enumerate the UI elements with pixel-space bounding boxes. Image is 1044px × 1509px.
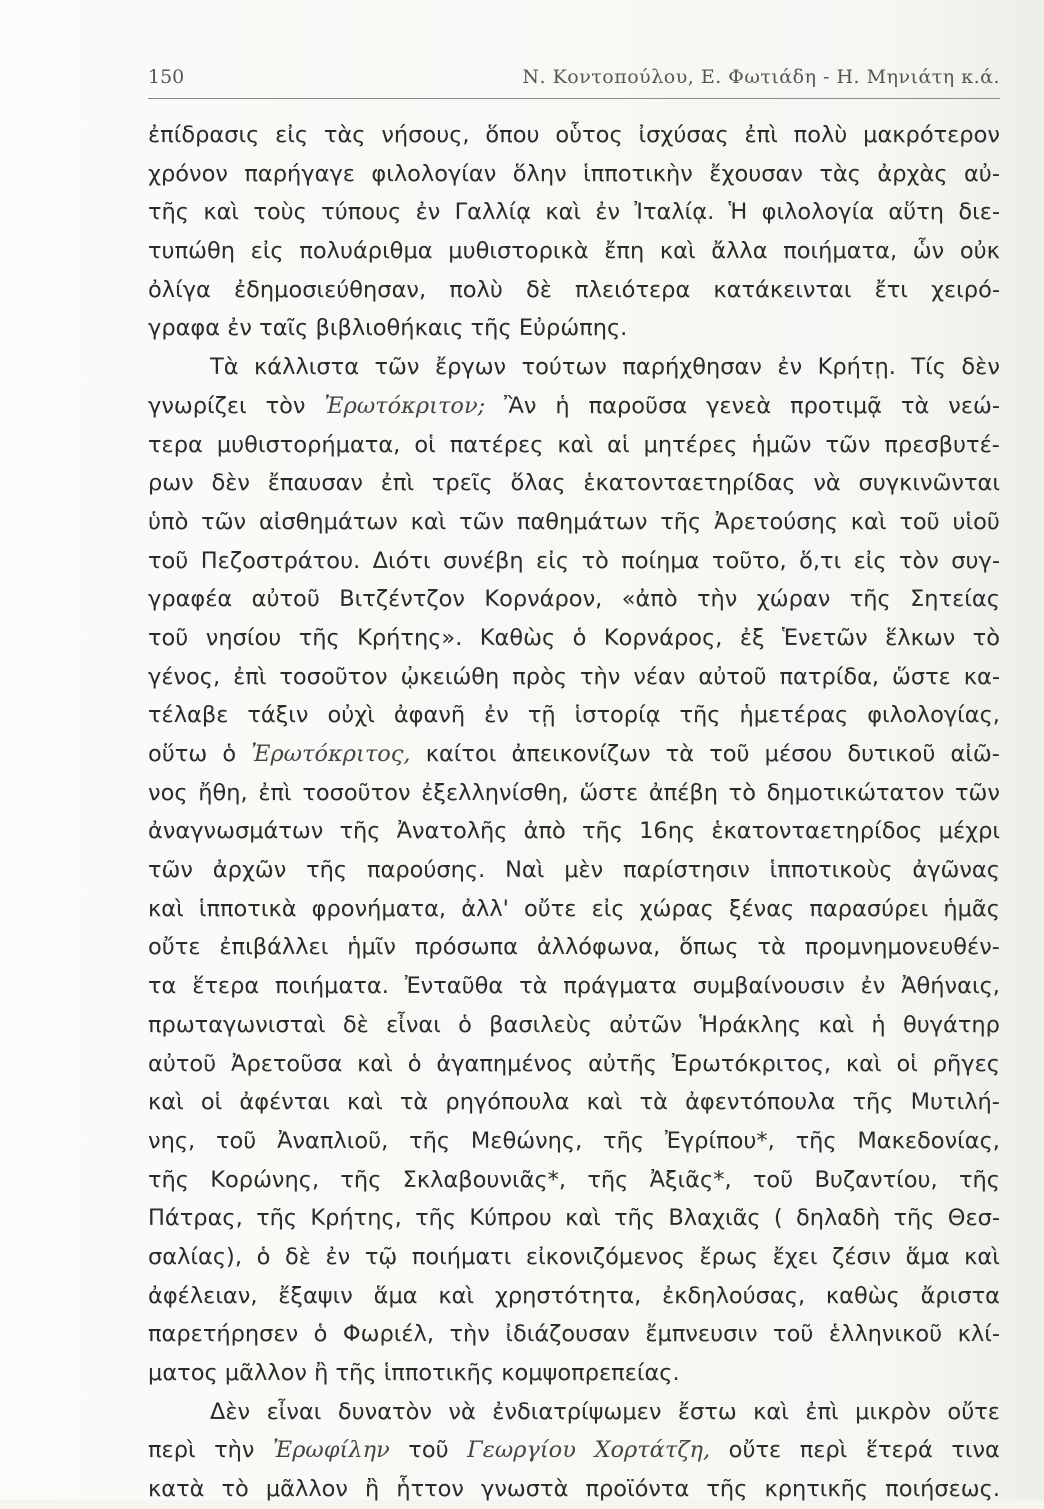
text-line: γνωρίζει τὸν Ἐρωτόκριτον; Ἂν ἡ παροῦσα γενεὰ προτιμᾷ τὰ νεώ- <box>148 392 1000 419</box>
text-line: τερα μυθιστορήματα, οἱ πατέρες καὶ αἱ μητέρες ἡμῶν τῶν πρεσβυτέ- <box>148 431 1000 458</box>
text-line: Πάτρας, τῆς Κρήτης, τῆς Κύπρου καὶ τῆς Βλαχιᾶς ( δηλαδὴ τῆς Θεσ- <box>148 1205 1000 1232</box>
text-line: παρετήρησεν ὁ Φωριέλ, τὴν ἰδιάζουσαν ἔμπνευσιν τοῦ ἑλληνικοῦ κλί- <box>148 1321 1000 1348</box>
text-line: πρωταγωνισταὶ δὲ εἶναι ὁ βασιλεὺς αὐτῶν Ἡράκλης καὶ ἡ θυγάτηρ <box>148 1011 1000 1038</box>
text-line: ὀλίγα ἐδημοσιεύθησαν, πολὺ δὲ πλειότερα κατάκεινται ἔτι χειρό- <box>148 276 1000 303</box>
text-line: τῆς Κορώνης, τῆς Σκλαβουνιᾶς*, τῆς Ἀξιᾶς*, τοῦ Βυζαντίου, τῆς <box>148 1166 1000 1193</box>
text-line: νος ἤθη, ἐπὶ τοσοῦτον ἐξελληνίσθη, ὥστε ἀπέβη τὸ δημοτικώτατον τῶν <box>148 779 1000 806</box>
text-line: Τὰ κάλλιστα τῶν ἔργων τούτων παρήχθησαν ἐν Κρήτῃ. Τίς δὲν <box>210 354 1000 381</box>
text-line: ὑπὸ τῶν αἰσθημάτων καὶ τῶν παθημάτων τῆς Ἀρετούσης καὶ τοῦ υἱοῦ <box>148 508 1000 535</box>
text-line: κατὰ τὸ μᾶλλον ἢ ἧττον γνωστὰ προϊόντα τῆς κρητικῆς ποιήσεως. <box>148 1476 1000 1503</box>
text-line: σαλίας), ὁ δὲ ἐν τῷ ποιήματι εἰκονιζόμενος ἔρως ἔχει ζέσιν ἅμα καὶ <box>148 1243 1000 1270</box>
text-line: οὔτε ἐπιβάλλει ἡμῖν πρόσωπα ἀλλόφωνα, ὅπως τὰ προμνημονευθέν- <box>148 934 1000 961</box>
text-line: γραφα ἐν ταῖς βιβλιοθήκαις τῆς Εὐρώπης. <box>148 315 628 342</box>
text-line: τυπώθη εἰς πολυάριθμα μυθιστορικὰ ἔπη καὶ ἄλλα ποιήματα, ὧν οὐκ <box>148 238 1000 265</box>
text-line: περὶ τὴν Ἐρωφίλην τοῦ Γεωργίου Χορτάτζη, οὔτε περὶ ἕτερά τινα <box>148 1437 1000 1464</box>
text-line: χρόνον παρήγαγε φιλολογίαν ὅλην ἱπποτικὴν ἔχουσαν τὰς ἀρχὰς αὐ- <box>148 160 1000 187</box>
text-line: ματος μᾶλλον ἢ τῆς ἱπποτικῆς κομψοπρεπείας. <box>148 1360 680 1386</box>
text-line: Δὲν εἶναι δυνατὸν νὰ ἐνδιατρίψωμεν ἔστω καὶ ἐπὶ μικρὸν οὔτε <box>210 1398 1000 1425</box>
text-line: τα ἕτερα ποιήματα. Ἐνταῦθα τὰ πράγματα συμβαίνουσιν ἐν Ἀθήναις, <box>148 973 1000 1000</box>
text-line: γραφέα αὐτοῦ Βιτζέντζον Κορνάρον, «ἀπὸ τὴν χώραν τῆς Σητείας <box>148 586 1000 613</box>
body-text <box>148 116 1000 1509</box>
running-head-authors: Ν. Κοντοπούλου, Ε. Φωτιάδη - Η. Μηνιάτη κ.ά. <box>522 66 1000 88</box>
text-line: ἀναγνωσμάτων τῆς Ἀνατολῆς ἀπὸ τῆς 16ης ἑκατονταετηρίδος μέχρι <box>148 818 1000 845</box>
text-line: αὐτοῦ Ἀρετοῦσα καὶ ὁ ἀγαπημένος αὐτῆς Ἐρωτόκριτος, καὶ οἱ ρῆγες <box>148 1050 1000 1077</box>
text-line: οὕτω ὁ Ἐρωτόκριτος, καίτοι ἀπεικονίζων τὰ τοῦ μέσου δυτικοῦ αἰῶ- <box>148 741 1000 767</box>
text-line: καὶ οἱ ἀφένται καὶ τὰ ρηγόπουλα καὶ τὰ ἀφεντόπουλα τῆς Μυτιλή- <box>148 1089 1000 1116</box>
page-number: 150 <box>148 66 185 88</box>
text-line: γένος, ἐπὶ τοσοῦτον ᾠκειώθη πρὸς τὴν νέαν αὐτοῦ πατρίδα, ὥστε κα- <box>148 663 1000 690</box>
text-line: καὶ ἱπποτικὰ φρονήματα, ἀλλ' οὔτε εἰς χώρας ξένας παρασύρει ἡμᾶς <box>148 895 1000 922</box>
text-line: τοῦ νησίου τῆς Κρήτης». Καθὼς ὁ Κορνάρος, ἐξ Ἑνετῶν ἕλκων τὸ <box>148 624 1000 651</box>
text-line: τῆς καὶ τοὺς τύπους ἐν Γαλλίᾳ καὶ ἐν Ἰταλίᾳ. Ἡ φιλολογία αὕτη διε- <box>148 199 1000 226</box>
header-rule <box>148 98 1000 99</box>
text-line: ἐπίδρασις εἰς τὰς νήσους, ὅπου οὗτος ἰσχύσας ἐπὶ πολὺ μακρότερον <box>148 122 1000 148</box>
text-line: νης, τοῦ Ἀναπλιοῦ, τῆς Μεθώνης, τῆς Ἐγρίπου*, τῆς Μακεδονίας, <box>148 1127 1000 1154</box>
text-line: τέλαβε τάξιν οὐχὶ ἀφανῆ ἐν τῇ ἱστορίᾳ τῆς ἡμετέρας φιλολογίας, <box>148 702 1000 729</box>
text-line: τῶν ἀρχῶν τῆς παρούσης. Ναὶ μὲν παρίστησιν ἱπποτικοὺς ἀγῶνας <box>148 857 1000 884</box>
text-line: τοῦ Πεζοστράτου. Διότι συνέβη εἰς τὸ ποίημα τοῦτο, ὅ,τι εἰς τὸν συγ- <box>148 547 1000 574</box>
running-head <box>148 66 1000 88</box>
text-line: ρων δὲν ἔπαυσαν ἐπὶ τρεῖς ὅλας ἑκατονταετηρίδας νὰ συγκινῶνται <box>148 470 1000 497</box>
text-line: ἀφέλειαν, ἔξαψιν ἅμα καὶ χρηστότητα, ἐκδηλούσας, καθὼς ἄριστα <box>148 1282 1000 1309</box>
